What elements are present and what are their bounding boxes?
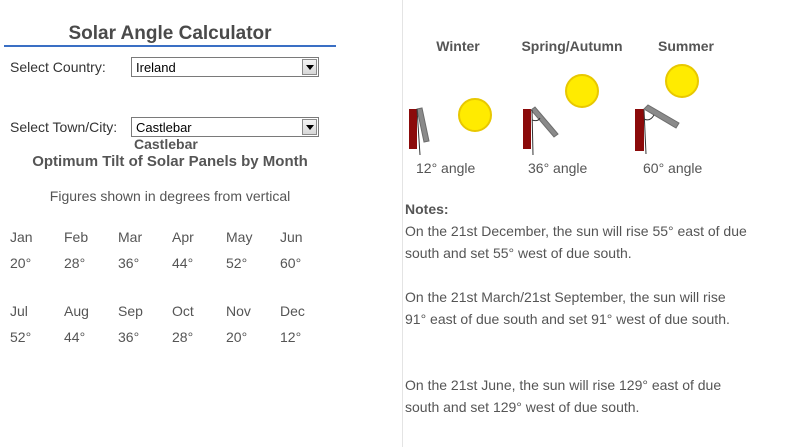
month-value: 20° [10, 255, 32, 271]
month-name: Jun [280, 229, 303, 245]
title-underline [4, 45, 336, 47]
summer-sun-angle-diagram [630, 62, 720, 160]
wall-icon [635, 109, 644, 151]
town-label: Select Town/City: [10, 119, 118, 135]
month-name: Aug [64, 303, 89, 319]
month-name: Feb [64, 229, 89, 245]
month-name: Jul [10, 303, 28, 319]
month-value: 36° [118, 329, 140, 345]
angle-line [644, 110, 646, 154]
town-select-value: Castlebar [136, 120, 192, 135]
calculator-title: Solar Angle Calculator [68, 23, 272, 44]
season-label-summer: Summer [657, 38, 715, 54]
country-label: Select Country: [10, 59, 106, 75]
month-name: Nov [226, 303, 251, 319]
solar-panel-icon [531, 107, 558, 137]
month-value: 52° [226, 255, 248, 271]
month-value: 52° [10, 329, 32, 345]
country-select[interactable] [131, 57, 319, 77]
month-value: 36° [118, 255, 140, 271]
note-march-september: On the 21st March/21st September, the sun will rise 91° east of due south and set 91° west of due south. [405, 289, 730, 327]
season-label-winter: Winter [436, 38, 480, 54]
month-name: May [226, 229, 253, 245]
angle-arc [644, 115, 654, 120]
month-name: Dec [280, 303, 305, 319]
country-select-value: Ireland [136, 60, 176, 75]
angle-line [532, 110, 533, 155]
spring-autumn-sun-angle-diagram [520, 70, 620, 160]
column-divider [402, 0, 403, 447]
month-value: 44° [64, 329, 86, 345]
month-name: Jan [10, 229, 33, 245]
country-dropdown-arrow-icon[interactable] [302, 59, 317, 75]
tilt-subtitle: Optimum Tilt of Solar Panels by Month [32, 153, 308, 170]
angle-label-summer: 60° angle [643, 160, 703, 176]
wall-icon [523, 109, 531, 149]
month-name: Sep [118, 303, 143, 319]
sun-icon [666, 65, 698, 97]
town-dropdown-arrow-icon[interactable] [302, 119, 317, 135]
angle-label-spring-autumn: 36° angle [528, 160, 588, 176]
month-value: 60° [280, 255, 302, 271]
sun-icon [459, 99, 491, 131]
solar-panel-icon [644, 105, 679, 128]
month-value: 12° [280, 329, 302, 345]
month-value: 28° [172, 329, 194, 345]
figures-note: Figures shown in degrees from vertical [49, 188, 291, 204]
season-label-spring-autumn: Spring/Autumn [521, 38, 623, 54]
month-name: Mar [118, 229, 143, 245]
month-name: Oct [172, 303, 194, 319]
month-value: 28° [64, 255, 86, 271]
note-december: On the 21st December, the sun will rise 55° east of due south and set 55° west of due south. [405, 223, 747, 261]
town-heading: Castlebar [134, 136, 198, 152]
angle-label-winter: 12° angle [416, 160, 476, 176]
sun-icon [566, 75, 598, 107]
month-value: 44° [172, 255, 194, 271]
month-name: Apr [172, 229, 194, 245]
wall-icon [409, 109, 417, 149]
note-june: On the 21st June, the sun will rise 129° east of due south and set 129° west of due south. [405, 377, 722, 415]
month-value: 20° [226, 329, 248, 345]
winter-sun-angle-diagram [405, 95, 495, 160]
notes-title: Notes: [405, 201, 449, 217]
town-select[interactable] [131, 117, 319, 137]
